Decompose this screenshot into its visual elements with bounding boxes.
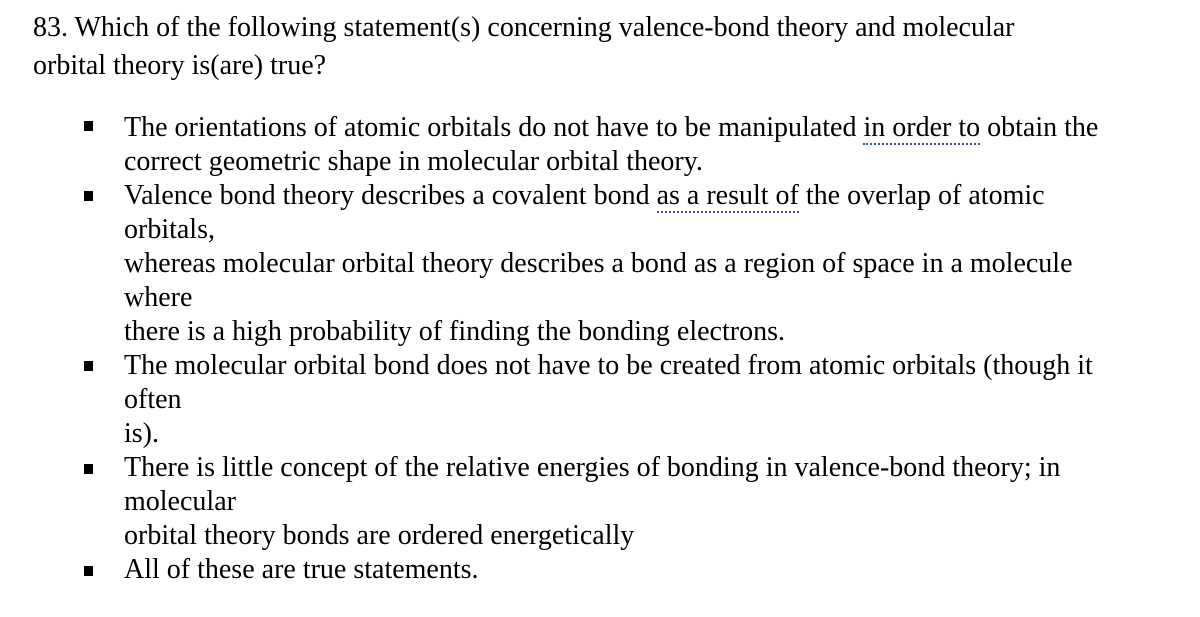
option-line: often (124, 384, 182, 415)
option-text: the overlap of atomic (798, 180, 1045, 211)
option-4[interactable] (0, 451, 1200, 553)
option-3[interactable] (0, 349, 1200, 451)
option-text: The orientations of atomic orbitals do not have to be manipulated (124, 112, 864, 143)
option-line: All of these are true statements. (124, 554, 479, 585)
question-line: 83. Which of the following statement(s) concerning valence-bond theory and molecular (33, 12, 1015, 43)
option-line: orbital theory bonds are ordered energetically (124, 520, 635, 551)
option-5[interactable] (0, 553, 1200, 587)
bullet-square-icon (84, 361, 93, 371)
option-line: The molecular orbital bond does not have to be created from atomic orbitals (though it (124, 350, 1093, 381)
answer-options (0, 111, 1200, 587)
option-1[interactable] (0, 111, 1200, 179)
option-line: whereas molecular orbital theory describes a bond as a region of space in a molecule (124, 248, 1073, 279)
bullet-square-icon (84, 191, 93, 201)
bullet-square-icon (84, 464, 93, 474)
option-line: molecular (124, 486, 236, 517)
option-2[interactable] (0, 179, 1200, 349)
bullet-square-icon (84, 121, 93, 131)
option-line: where (124, 282, 193, 313)
option-line: is). (124, 418, 159, 449)
option-line: There is little concept of the relative energies of bonding in valence-bond theory; in (124, 452, 1061, 483)
option-text: obtain the (980, 112, 1099, 143)
question-stem (33, 9, 1173, 85)
dotted-underline-phrase[interactable]: in order to (863, 112, 981, 143)
option-line (124, 111, 1200, 145)
dotted-underline-phrase[interactable]: as a result of (656, 180, 799, 211)
option-text: Valence bond theory describes a covalent bond (124, 180, 657, 211)
question-line: orbital theory is(are) true? (33, 50, 327, 81)
option-line: there is a high probability of finding the bonding electrons. (124, 316, 785, 347)
option-line: orbitals, (124, 214, 215, 245)
option-line (124, 179, 1200, 213)
bullet-square-icon (84, 566, 93, 576)
option-line: correct geometric shape in molecular orbital theory. (124, 146, 703, 177)
